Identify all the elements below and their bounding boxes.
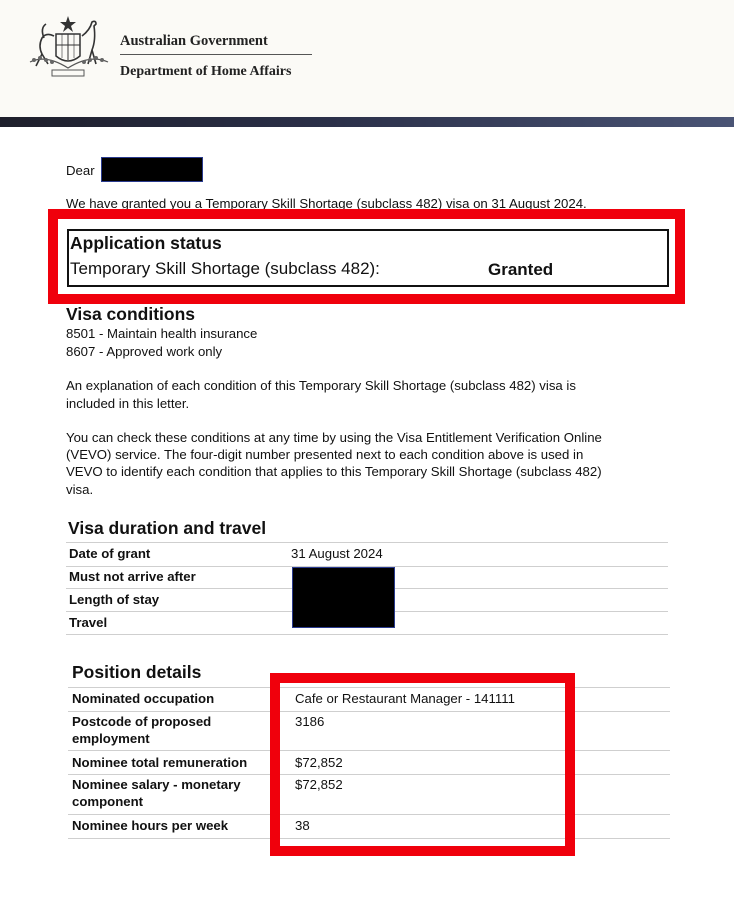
position-label: Nominee salary - monetary [72,777,241,792]
position-label: Nominee total remuneration [72,755,248,770]
position-label-cont: component [72,794,144,809]
header-band [0,117,734,127]
intro-text: We have granted you a Temporary Skill Shortage (subclass 482) visa on 31 August 2024. [66,196,587,211]
coat-of-arms-logo [22,14,114,80]
visa-conditions-title: Visa conditions [66,304,196,324]
position-label: Nominee hours per week [72,818,229,833]
position-value: $72,852 [295,755,343,770]
conditions-paragraph-2-line: You can check these conditions at any time by using the Visa Entitlement Verification Online [66,430,602,445]
position-value: 3186 [295,714,325,729]
duration-label: Travel [69,615,108,630]
application-status-visa-label: Temporary Skill Shortage (subclass 482): [70,259,380,278]
conditions-paragraph-1-line: included in this letter. [66,396,190,411]
duration-label: Must not arrive after [69,569,196,584]
conditions-paragraph-2-line: visa. [66,482,94,497]
conditions-paragraph-2-line: VEVO to identify each condition that applies to this Temporary Skill Shortage (subclass 482) [66,464,602,479]
position-title: Position details [72,662,202,682]
duration-label: Date of grant [69,546,151,561]
position-value: Cafe or Restaurant Manager - 141111 [295,691,515,706]
duration-label: Length of stay [69,592,160,607]
application-status-value: Granted [488,260,554,279]
position-value: $72,852 [295,777,343,792]
letter-header [0,0,734,117]
position-highlight-box [270,673,575,856]
duration-title: Visa duration and travel [68,518,267,538]
position-label-cont: employment [72,731,150,746]
conditions-paragraph-1-line: An explanation of each condition of this Temporary Skill Shortage (subclass 482) visa is [66,378,576,393]
application-status-title: Application status [70,233,222,253]
redacted-travel-details [292,567,395,628]
redacted-name [101,157,203,182]
header-divider [120,54,312,55]
department-name: Department of Home Affairs [120,64,292,79]
position-value: 38 [295,818,310,833]
salutation: Dear [66,163,95,178]
position-label: Nominated occupation [72,691,215,706]
government-name: Australian Government [120,33,268,49]
position-label: Postcode of proposed [72,714,212,729]
condition-item: 8607 - Approved work only [66,344,223,359]
conditions-paragraph-2-line: (VEVO) service. The four-digit number presented next to each condition above is used in [66,447,584,462]
condition-item: 8501 - Maintain health insurance [66,326,258,341]
duration-value: 31 August 2024 [291,546,383,561]
status-highlight-box [48,209,685,304]
